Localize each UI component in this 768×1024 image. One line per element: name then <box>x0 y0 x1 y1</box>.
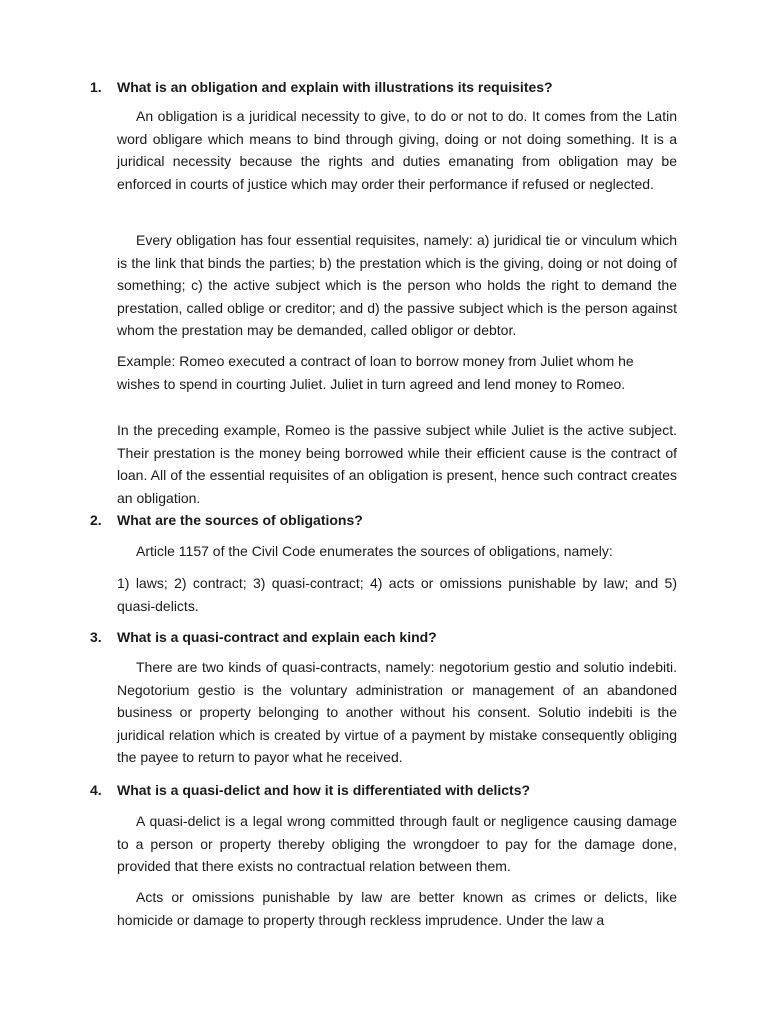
question-text: What are the sources of obligations? <box>117 512 363 528</box>
question-number: 2. <box>90 512 102 528</box>
paragraph: Example: Romeo executed a contract of loan to borrow money from Juliet whom he wishes to spend in courting Juliet. Juliet in turn agreed and lend money to Romeo. <box>117 353 634 392</box>
paragraph: In the preceding example, Romeo is the passive subject while Juliet is the active subject. Their prestation is the money being borrowed while their efficient cause is the contract of loan. All of the essential requisites of an obligation is present, hence such contract creates an obligation. <box>117 422 677 506</box>
paragraph: Article 1157 of the Civil Code enumerates the sources of obligations, namely: <box>136 543 613 559</box>
question-2-heading <box>90 509 680 531</box>
paragraph: An obligation is a juridical necessity to give, to do or not to do. It comes from the Latin word obligare which means to bind through giving, doing or not doing something. It is a juridical necessity because the rights and duties emanating from obligation may be enforced in courts of justice which may order their performance if refused or neglected. <box>117 108 677 192</box>
paragraph: Acts or omissions punishable by law are better known as crimes or delicts, like homicide or damage to property through reckless imprudence. Under the law a <box>117 889 677 928</box>
paragraph: There are two kinds of quasi-contracts, namely: negotorium gestio and solutio indebiti. Negotorium gestio is the voluntary administration or management of an abandoned business or property belonging to another without his consent. Solutio indebiti is the juridical relation which is created by virtue of a payment by mistake consequently obliging the payee to return to payor what he received. <box>117 659 677 766</box>
question-text: What is a quasi-delict and how it is differentiated with delicts? <box>117 782 531 798</box>
question-number: 4. <box>90 782 102 798</box>
question-number: 3. <box>90 629 102 645</box>
paragraph: Every obligation has four essential requisites, namely: a) juridical tie or vinculum which is the link that binds the parties; b) the prestation which is the giving, doing or not doing of something; c) the active subject which is the person who holds the right to demand the prestation, called oblige or creditor; and d) the passive subject which is the person against whom the prestation may be demanded, called obligor or debtor. <box>117 232 677 339</box>
question-3-heading <box>90 626 680 648</box>
question-text: What is a quasi-contract and explain each kind? <box>117 629 437 645</box>
paragraph: 1) laws; 2) contract; 3) quasi-contract; 4) acts or omissions punishable by law; and 5) quasi-delicts. <box>117 575 677 614</box>
question-text: What is an obligation and explain with illustrations its requisites? <box>117 79 553 95</box>
question-1-heading <box>90 76 680 98</box>
question-4-heading <box>90 779 680 801</box>
question-number: 1. <box>90 79 102 95</box>
paragraph: A quasi-delict is a legal wrong committed through fault or negligence causing damage to a person or property thereby obliging the wrongdoer to pay for the damage done, provided that there exists no contractual relation between them. <box>117 813 677 875</box>
